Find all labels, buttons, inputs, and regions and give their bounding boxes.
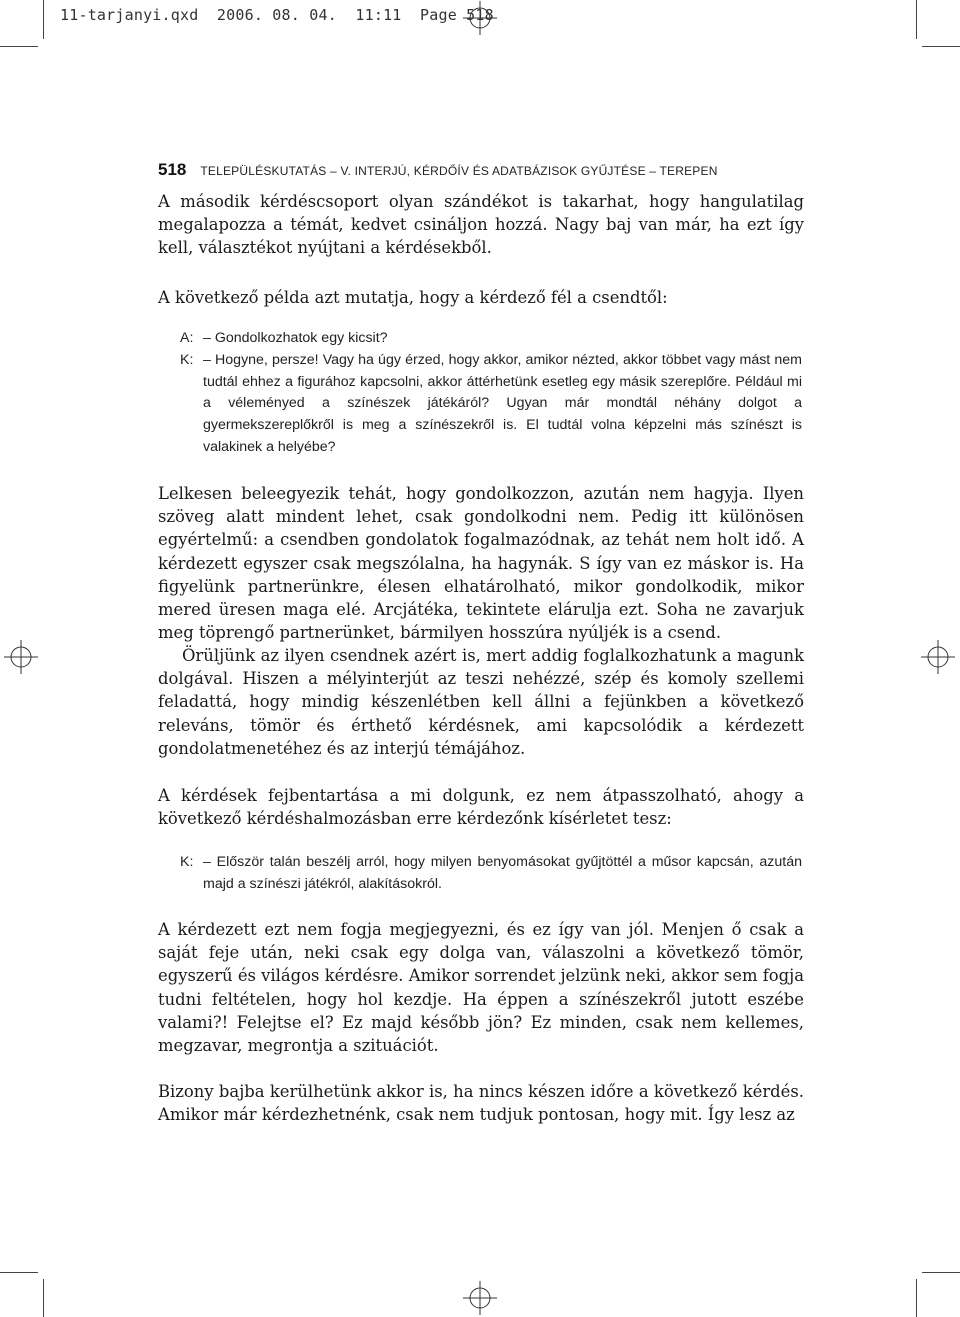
crop-mark-top-right-vertical [916,0,917,39]
crop-mark-bottom-right-horizontal [922,1272,960,1273]
dialog-excerpt-1 [180,328,802,459]
registration-mark-right-icon [921,640,955,674]
paragraph-7 [158,1080,804,1126]
page-number: 518 [158,160,187,179]
dialog-text: – Hogyne, persze! Vagy ha úgy érzed, hogy akkor, amikor nézted, akkor többet vagy mást nem tudtál ehhez a figurához kapcsolni, akkor áttérhetünk esetleg egy másik szereplőre. Például mi a véleményed a színészek játékáról? Ugyan már mondtál néhány dolgot a gyermekszereplőkről is meg a színészekről is. El tudtál volna képzelni más színészt is valakinek a helyébe? [203,351,802,455]
paragraph-text: Örüljünk az ilyen csendnek azért is, mert addig foglalkozhatunk a magunk dolgával. Hiszen a mélyinterjút az teszi nehézzé, szép és komoly szellemi feladattá, hogy mindig készenlétben kell állni a fejünkben a következő releváns, tömör és érthető kérdésnek, ami kapcsolódik a kérdezett gondolatmenetéhez és az interjú témájához. [158,646,804,758]
crop-mark-bottom-right-vertical [916,1279,917,1317]
crop-mark-top-right-horizontal [922,46,960,47]
paragraph-text: A következő példa azt mutatja, hogy a kérdező fél a csendtől: [158,288,668,307]
paragraph-4 [158,644,804,760]
crop-mark-bottom-left-vertical [43,1279,44,1317]
paragraph-text: Lelkesen beleegyezik tehát, hogy gondolkozzon, azután nem hagyja. Ilyen szöveg alatt mindent lehet, csak gondolkodni nem. Pedig itt különösen egyértelmű: a csendben gondolatok fogalmazódnak, az tehát nem holt idő. A kérdezett egyszer csak megszólalna, ha hagynák. S így van ez máskor is. Ha figyelünk partnerünkre, élesen elhatárolható, mikor gondolkodik, mikor mered üresen maga elé. Arcjátéka, tekintete elárulja ezt. Soha ne zavarjuk meg töprengő partnerünket, bármilyen hosszúra nyúljék is a csend. [158,484,804,643]
paragraph-text: A második kérdéscsoport olyan szándékot is takarhat, hogy hangulatilag megalapozza a témát, kedvet csináljon hozzá. Nagy baj van már, ha ezt így kell, választékot nyújtani a kérdésekből. [158,192,804,258]
paragraph-1 [158,190,804,260]
registration-mark-top-icon [463,1,497,35]
paragraph-6 [158,918,804,1057]
print-slug: 11-tarjanyi.qxd 2006. 08. 04. 11:11 Page 518 [60,6,494,24]
paragraph-text: A kérdezett ezt nem fogja megjegyezni, és ez így van jól. Menjen ő csak a saját feje után, neki csak egy dolga van, válaszolni a következő tömör, egyszerű és világos kérdésre. Amikor sorrendet jelzünk neki, akkor sem fogja tudni feltételen, hogy hol kezdje. Ha éppen a színészekről jutott eszébe valami?! Felejtse el? Ez majd később jön? Ez minden, csak nem kellemes, megzavar, megrontja a szituációt. [158,920,804,1056]
dialog-speaker: A: [180,330,194,346]
dialog-text: – Gondolkozhatok egy kicsit? [203,330,388,346]
paragraph-2 [158,286,804,309]
dialog-text: – Először talán beszélj arról, hogy milyen benyomásokat gyűjtöttél a műsor kapcsán, azután majd a színészi játékról, alakításokról. [203,854,802,892]
dialog-line [180,852,802,896]
paragraph-3 [158,482,804,644]
dialog-excerpt-2 [180,852,802,896]
dialog-line [180,350,802,459]
crop-mark-top-left-horizontal [0,46,38,47]
registration-mark-left-icon [4,640,38,674]
paragraph-text: A kérdések fejbentartása a mi dolgunk, ez nem átpasszolható, ahogy a következő kérdéshalmozásban erre kérdezőnk kísérletet tesz: [158,786,804,829]
dialog-speaker: K: [180,854,194,870]
dialog-line [180,328,802,350]
paragraph-text: Bizony bajba kerülhetünk akkor is, ha nincs készen időre a következő kérdés. Amikor már kérdezhetnénk, csak nem tudjuk pontosan, hogy mit. Így lesz az [158,1082,804,1125]
registration-mark-bottom-icon [463,1281,497,1315]
dialog-speaker: K: [180,351,194,368]
running-head [158,160,804,180]
crop-mark-top-left-vertical [43,0,44,39]
paragraph-5 [158,784,804,830]
crop-mark-bottom-left-horizontal [0,1272,38,1273]
running-head-title: TELEPÜLÉSKUTATÁS – V. INTERJÚ, KÉRDŐÍV ÉS ADATBÁZISOK GYŰJTÉSE – TEREPEN [200,164,718,178]
